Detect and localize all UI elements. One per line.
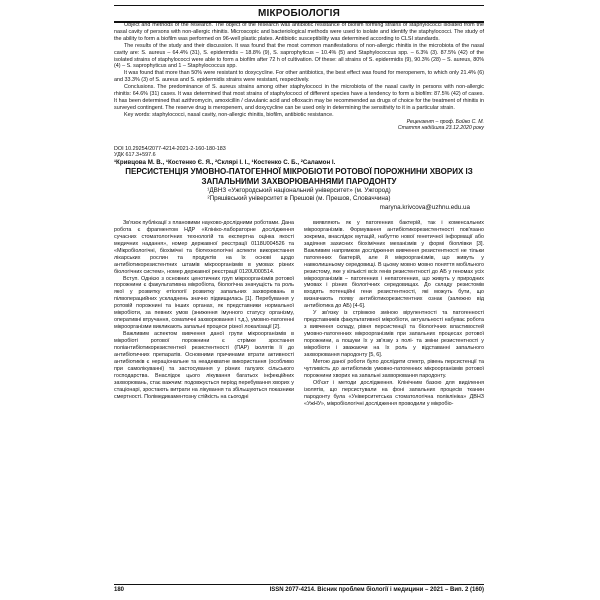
abstract-results: The results of the study and their discussion. It was found that the most common manifestations of non-allergic rhinitis in the microbiota of the nasal cavity are: S. aureus – 64.4% (31), S. epidermidis – 18.8% (9), S. saprophyticus – 10.4% (5) and Staphylococcus spp. – 6.3% (3). 87.5% (42) of the isolated strains of staphylococci were able to form a biofilm after 72 h of cultivation. Of these: all strains of S. epidermidis (9), 90.3% (28) – S. aureus, 80% (4) – S. saprophyticus and 1 – Staphylococcus spp. — [114, 42, 484, 70]
left-column — [114, 220, 294, 408]
abstract-resistance: It was found that more than 50% were resistant to doxycycline. For other antibiotics, the best effect was found for meropenem, to which only 21.4% (6) and 33.3% (3) of S. aureus and S. epidermidis strains were resistant, respectively. — [114, 70, 484, 84]
abstract-conclusions: Conclusions. The predominance of S. aureus strains among other staphylococci in the microbiota of the nasal cavity in persons with non-allergic rhinitis: 64.6% (31) cases. It was determined that most strains of staphylococci of different species have a tendency to form a biofilm: 87.5% (42) of cases. It has been determined that azithromycin, amoxicillin / clavulanic acid and ofloxacin may be recommended as drugs of choice for the treatment of rhinitis in surveyed contingent. The reserve drug is meropenem, and doxycycline can be used only in determining the sensitivity to it in a particular strain. — [114, 84, 484, 111]
page-number: 180 — [114, 587, 125, 593]
article-authors: ¹Кривцова М. В., ¹Костенко Є. Я., ²Склярі І. І., ¹Костенко С. Б., ²Саламон І. — [114, 159, 336, 167]
doi: DOI 10.29254/2077-4214-2021-2-160-180-183 — [114, 145, 226, 152]
abstract-keywords: Key words: staphylococci, nasal cavity, non-allergic rhinitis, biofilm, antibiotic resistance. — [124, 111, 334, 118]
right-column — [304, 220, 484, 408]
right-paragraph: Об'єкт і методи дослідження. Клінічним базою для виділення ізолятів, що персистували на фоні запальних процесів тканин пародонту була «Університетська стоматологічна поліклініка» ДВНЗ «УжНУ», мікробіологічні дослідження проводили у мікробіо- — [304, 379, 484, 407]
contact-email[interactable]: maryna.krivcova@uzhnu.edu.ua — [379, 203, 470, 211]
right-paragraph: У зв'язку із стрімкою зміною вірулентності та патогенності представників факультативної мікробіоти, актуальності набуває робота з вивчення складу, рівня персистенції та біологічних властивостей умовно-патогенних мікроорганізмів при запальних процесах ротової порожнини, а пошуки їх у зв'язку з полі- та зміни резистентності у мікробіоти і зважаючи на їх роль у відставанні запального захворювання пародонту [5, 6]. — [304, 310, 484, 358]
reviewer-line: Рецензент – проф. Бойко С. М. — [406, 118, 484, 125]
left-paragraph: Вступ. Однією з основних ценотичних груп мікроорганізмів ротової порожнини є факультативна мікробіота, біологічна значущість та роль якої у розвитку етіології розвитку запальних захворювань в пілвоперацийних ускладнень значно підвищилась [1]. Перебування у ротовій порожнині та інших органах, як представники нормальної мікробіоти, за певних умов (зниження імунного статусу організму, оперативні втручання, соматичні захворювання і т.д.), умовно-патогенні мікроорганізми викликають запальні процеси різної локалізації [2]. — [114, 275, 294, 331]
right-paragraph: Метою даної роботи було дослідити спектр, рівень персистенції та чутливість до антибіотиків умовно-патогенних мікроорганізмів ротової порожнини хворих на запальні захворювання пародонту. — [304, 358, 484, 379]
page-footer — [114, 584, 484, 593]
article-title: ПЕРСИСТЕНЦІЯ УМОВНО-ПАТОГЕННОЇ МІКРОБІОТИ РОТОВОЇ ПОРОЖНИНИ ХВОРИХ ІЗ ЗАПАЛЬНИМИ ЗАХВОРЮВАННЯМИ ПАРОДОНТУ — [125, 167, 473, 187]
udc: УДК 617.3+597.6 — [114, 152, 156, 159]
affiliation-1: ¹ДВНЗ «Ужгородський національний університет» (м. Ужгород) — [207, 187, 391, 195]
affiliation-2: ²Пряшівський університет в Прешові (м. Прешов, Словаччина) — [207, 195, 391, 203]
body-columns — [114, 220, 484, 408]
abstract-methods: Object and methods of the research. The object of the research was antibiotic resistance of biofilm forming strains of staphylococci isolated from the nasal cavity of persons with non-allergic rhinitis. Microscopic and bacteriological methods were used to isolate and identify the staphylococci. The study of the ability to form a biofilm was performed on 96-well plastic plates. Antibiotic susceptibility was determined according to CLSI standards. — [114, 22, 484, 42]
section-header: МІКРОБІОЛОГІЯ — [114, 5, 484, 23]
left-paragraph: Важливим аспектом вивчення даної групи мікроорганізмів в мікробіоті ротової порожнини є стрімке зростання поліантибіотикорезистентної резистентності (ПАР) ізолятів її до антибіотичних препаратів. Основними причинами втрати активності антибіотиків є нераціональне та неадекватне використання (особливо при самолікуванні) та застосування у різних галузях сільського господарства. Внаслідок цього лікування багатьох інфекційних захворювань, стає важчим: подовжується період перебування хворих у стаціонарі, зростають витрати на лікування та збільшуються показники смертності. Полімедикаментозну стійкість на сьогодні — [114, 331, 294, 400]
left-paragraph: Зв'язок публікації з плановими науково-дослідними роботами. Дана робота є фрагментом НДР «Клініко-лабораторне дослідження сучасних стоматологічних технологій та експертна оцінка якості медичних надання», номер державної реєстрації 0118U004526 та «Мікробіологічні, біохімічні та біотехнологічні аспекти використання лікарських рослин та продуктів на їх основі щодо антибіотикорезистентних штамів мікроорганізмів в умовах різних біологічних систем», номер державної реєстрації 0120U000514. — [114, 219, 294, 275]
journal-citation: ISSN 2077-4214. Вісник проблем біології і медицини – 2021 – Вип. 2 (160) — [269, 587, 484, 593]
received-line: Стаття надійшла 23.12.2020 року — [397, 125, 484, 132]
article-page — [114, 22, 484, 408]
right-paragraph: виявляють як у патогенних бактерій, так і коменсальних мікроорганізмів. Формування антибіотикорезистентності пов'язано зокрема, внаслідок мутацій, набуттю нової генетичної інформації або задіяння захисних біохімічних механізмів у формі біоплівки [3]. Важливим напрямком дослідження вивчення резистентності не тільки патогенних бактерій, але й мікроорганізмів, що живуть у навколишньому середовищі. В цьому мовно мовно поняття мобільного резистому, яке у кількісті всіх генів резистентності до АБ у геномах усіх мікроорганізмів – патогенних і непатогенних, що живуть у природних умовах і різних біологічних середовищах. До складу резистомів входять потенційні гени резистентності, які можуть бути, що визначають появу антибіотикорезистентних ознак (залежно від антибіотика до АБ) [4-6]. — [304, 219, 484, 310]
